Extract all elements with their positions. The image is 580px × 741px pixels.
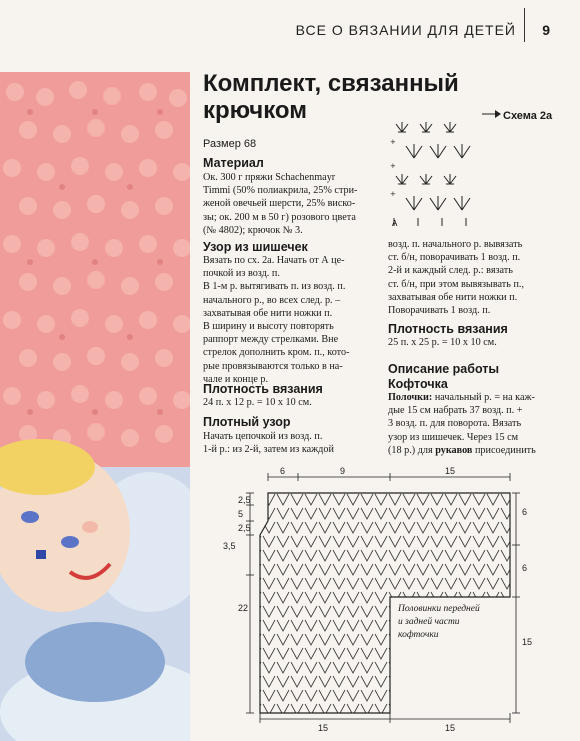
dense-pattern-heading: Плотный узор xyxy=(203,415,291,429)
start-marker: A xyxy=(392,219,398,228)
material-line: зы; ок. 200 м в 50 г) розового цвета xyxy=(203,211,356,223)
dense-line: 1-й р.: из 2-й, затем из каждой xyxy=(203,444,334,456)
bump-line: стрелок дополнить кром. п., кото- xyxy=(203,347,350,359)
dim-top-3: 15 xyxy=(445,466,456,476)
material-line: Timmi (50% полиакрила, 25% стри- xyxy=(203,185,358,197)
dense-pattern-continued xyxy=(388,238,548,317)
bump-line: захватывая обе нити ножки п. xyxy=(203,307,333,319)
caption-line: и задней части xyxy=(398,617,460,627)
bump-line: чале и конце р. xyxy=(203,373,269,385)
dim-left-4: 3,5 xyxy=(223,541,236,551)
jacket-text xyxy=(388,391,548,457)
size-label: Размер 68 xyxy=(203,138,257,150)
dim-left-3: 2,5 xyxy=(238,523,251,533)
density-text-1: 24 п. х 12 р. = 10 х 10 см. xyxy=(203,397,312,408)
bump-pattern-text xyxy=(203,254,373,386)
jacket-bold-word: рукавов xyxy=(435,444,473,456)
header-divider xyxy=(524,8,525,42)
dim-right-2: 6 xyxy=(522,563,528,573)
dense-cont-line: Поворачивать 1 возд. п. xyxy=(388,305,491,317)
page-number: 9 xyxy=(542,22,550,38)
bump-line: раппорт между стрелками. Вне xyxy=(203,334,339,346)
material-text xyxy=(203,171,373,237)
dense-pattern-text xyxy=(203,430,373,456)
material-heading: Материал xyxy=(203,156,264,170)
dense-cont-line: 2-й и каждый след. р.: вязать xyxy=(388,265,513,277)
dim-top-1: 6 xyxy=(280,466,286,476)
bump-line: В ширину и высоту повторять xyxy=(203,321,334,333)
bump-pattern-heading: Узор из шишечек xyxy=(203,240,308,254)
diagram-caption xyxy=(398,603,488,642)
svg-text:+: + xyxy=(390,138,396,146)
bump-line: Вязать по сх. 2а. Начать от А це- xyxy=(203,255,345,266)
density-heading-2: Плотность вязания xyxy=(388,322,508,336)
density-heading-1: Плотность вязания xyxy=(203,382,323,396)
material-line: женой овечьей шерсти, 25% виско- xyxy=(203,198,356,210)
dim-right-1: 6 xyxy=(522,507,528,517)
dense-cont-line: ст. б/н, при этом вывязывать п., xyxy=(388,278,524,290)
arrow-right-icon xyxy=(482,108,502,123)
dim-bottom-2: 15 xyxy=(445,723,456,733)
material-line: (№ 4802); крючок № 3. xyxy=(203,224,303,236)
knit-texture xyxy=(0,72,190,741)
svg-text:+: + xyxy=(390,162,396,170)
caption-line: Половинки передней xyxy=(398,604,480,614)
bump-line: В 1-м р. вытягивать п. из возд. п. xyxy=(203,281,346,293)
dense-cont-line: захватывая обе нити ножки п. xyxy=(388,291,518,303)
jacket-line: дые 15 см набрать 37 возд. п. + xyxy=(388,405,523,417)
article-title xyxy=(203,70,503,124)
bump-line: почкой из возд. п. xyxy=(203,268,280,280)
title-line-1: Комплект, связанный xyxy=(203,70,459,97)
dense-cont-line: ст. б/н, поворачивать 1 возд. п. xyxy=(388,252,521,264)
jacket-heading: Кофточка xyxy=(388,377,448,391)
jacket-line: (18 р.) для xyxy=(388,444,436,456)
dim-left-1: 2,5 xyxy=(238,495,251,505)
dim-top-2: 9 xyxy=(340,466,346,476)
title-line-2: крючком xyxy=(203,97,307,124)
jacket-tail: присоединить xyxy=(472,444,536,456)
svg-text:+: + xyxy=(390,190,396,198)
header-title: ВСЕ О ВЯЗАНИИ ДЛЯ ДЕТЕЙ xyxy=(295,22,516,38)
jacket-line: начальный р. = на каж- xyxy=(432,392,535,403)
dim-bottom-1: 15 xyxy=(318,723,329,733)
knitted-blanket-photo xyxy=(0,72,190,741)
stitch-scheme xyxy=(388,118,478,228)
dim-left-2: 5 xyxy=(238,509,244,519)
page-header xyxy=(0,0,580,48)
dim-right-3: 15 xyxy=(522,637,533,647)
bump-line: рые провязываются только в на- xyxy=(203,360,343,372)
scheme-label: Схема 2а xyxy=(503,110,553,122)
jacket-line: узор из шишечек. Через 15 см xyxy=(388,431,519,443)
bump-line: начального р., во всех след. р. – xyxy=(203,294,341,306)
jacket-lead: Полочки: xyxy=(388,392,433,403)
density-text-2: 25 п. х 25 р. = 10 х 10 см. xyxy=(388,337,497,348)
dim-left-5: 22 xyxy=(238,603,249,613)
jacket-line: 3 возд. п. для поворота. Вязать xyxy=(388,418,522,430)
dense-line: Начать цепочкой из возд. п. xyxy=(203,431,323,442)
pattern-diagram xyxy=(220,465,540,735)
work-heading: Описание работы xyxy=(388,362,500,376)
dense-cont-line: возд. п. начального р. вывязать xyxy=(388,239,523,250)
caption-line: кофточки xyxy=(398,630,439,640)
material-line: Ок. 300 г пряжи Schachenmayr xyxy=(203,172,336,183)
